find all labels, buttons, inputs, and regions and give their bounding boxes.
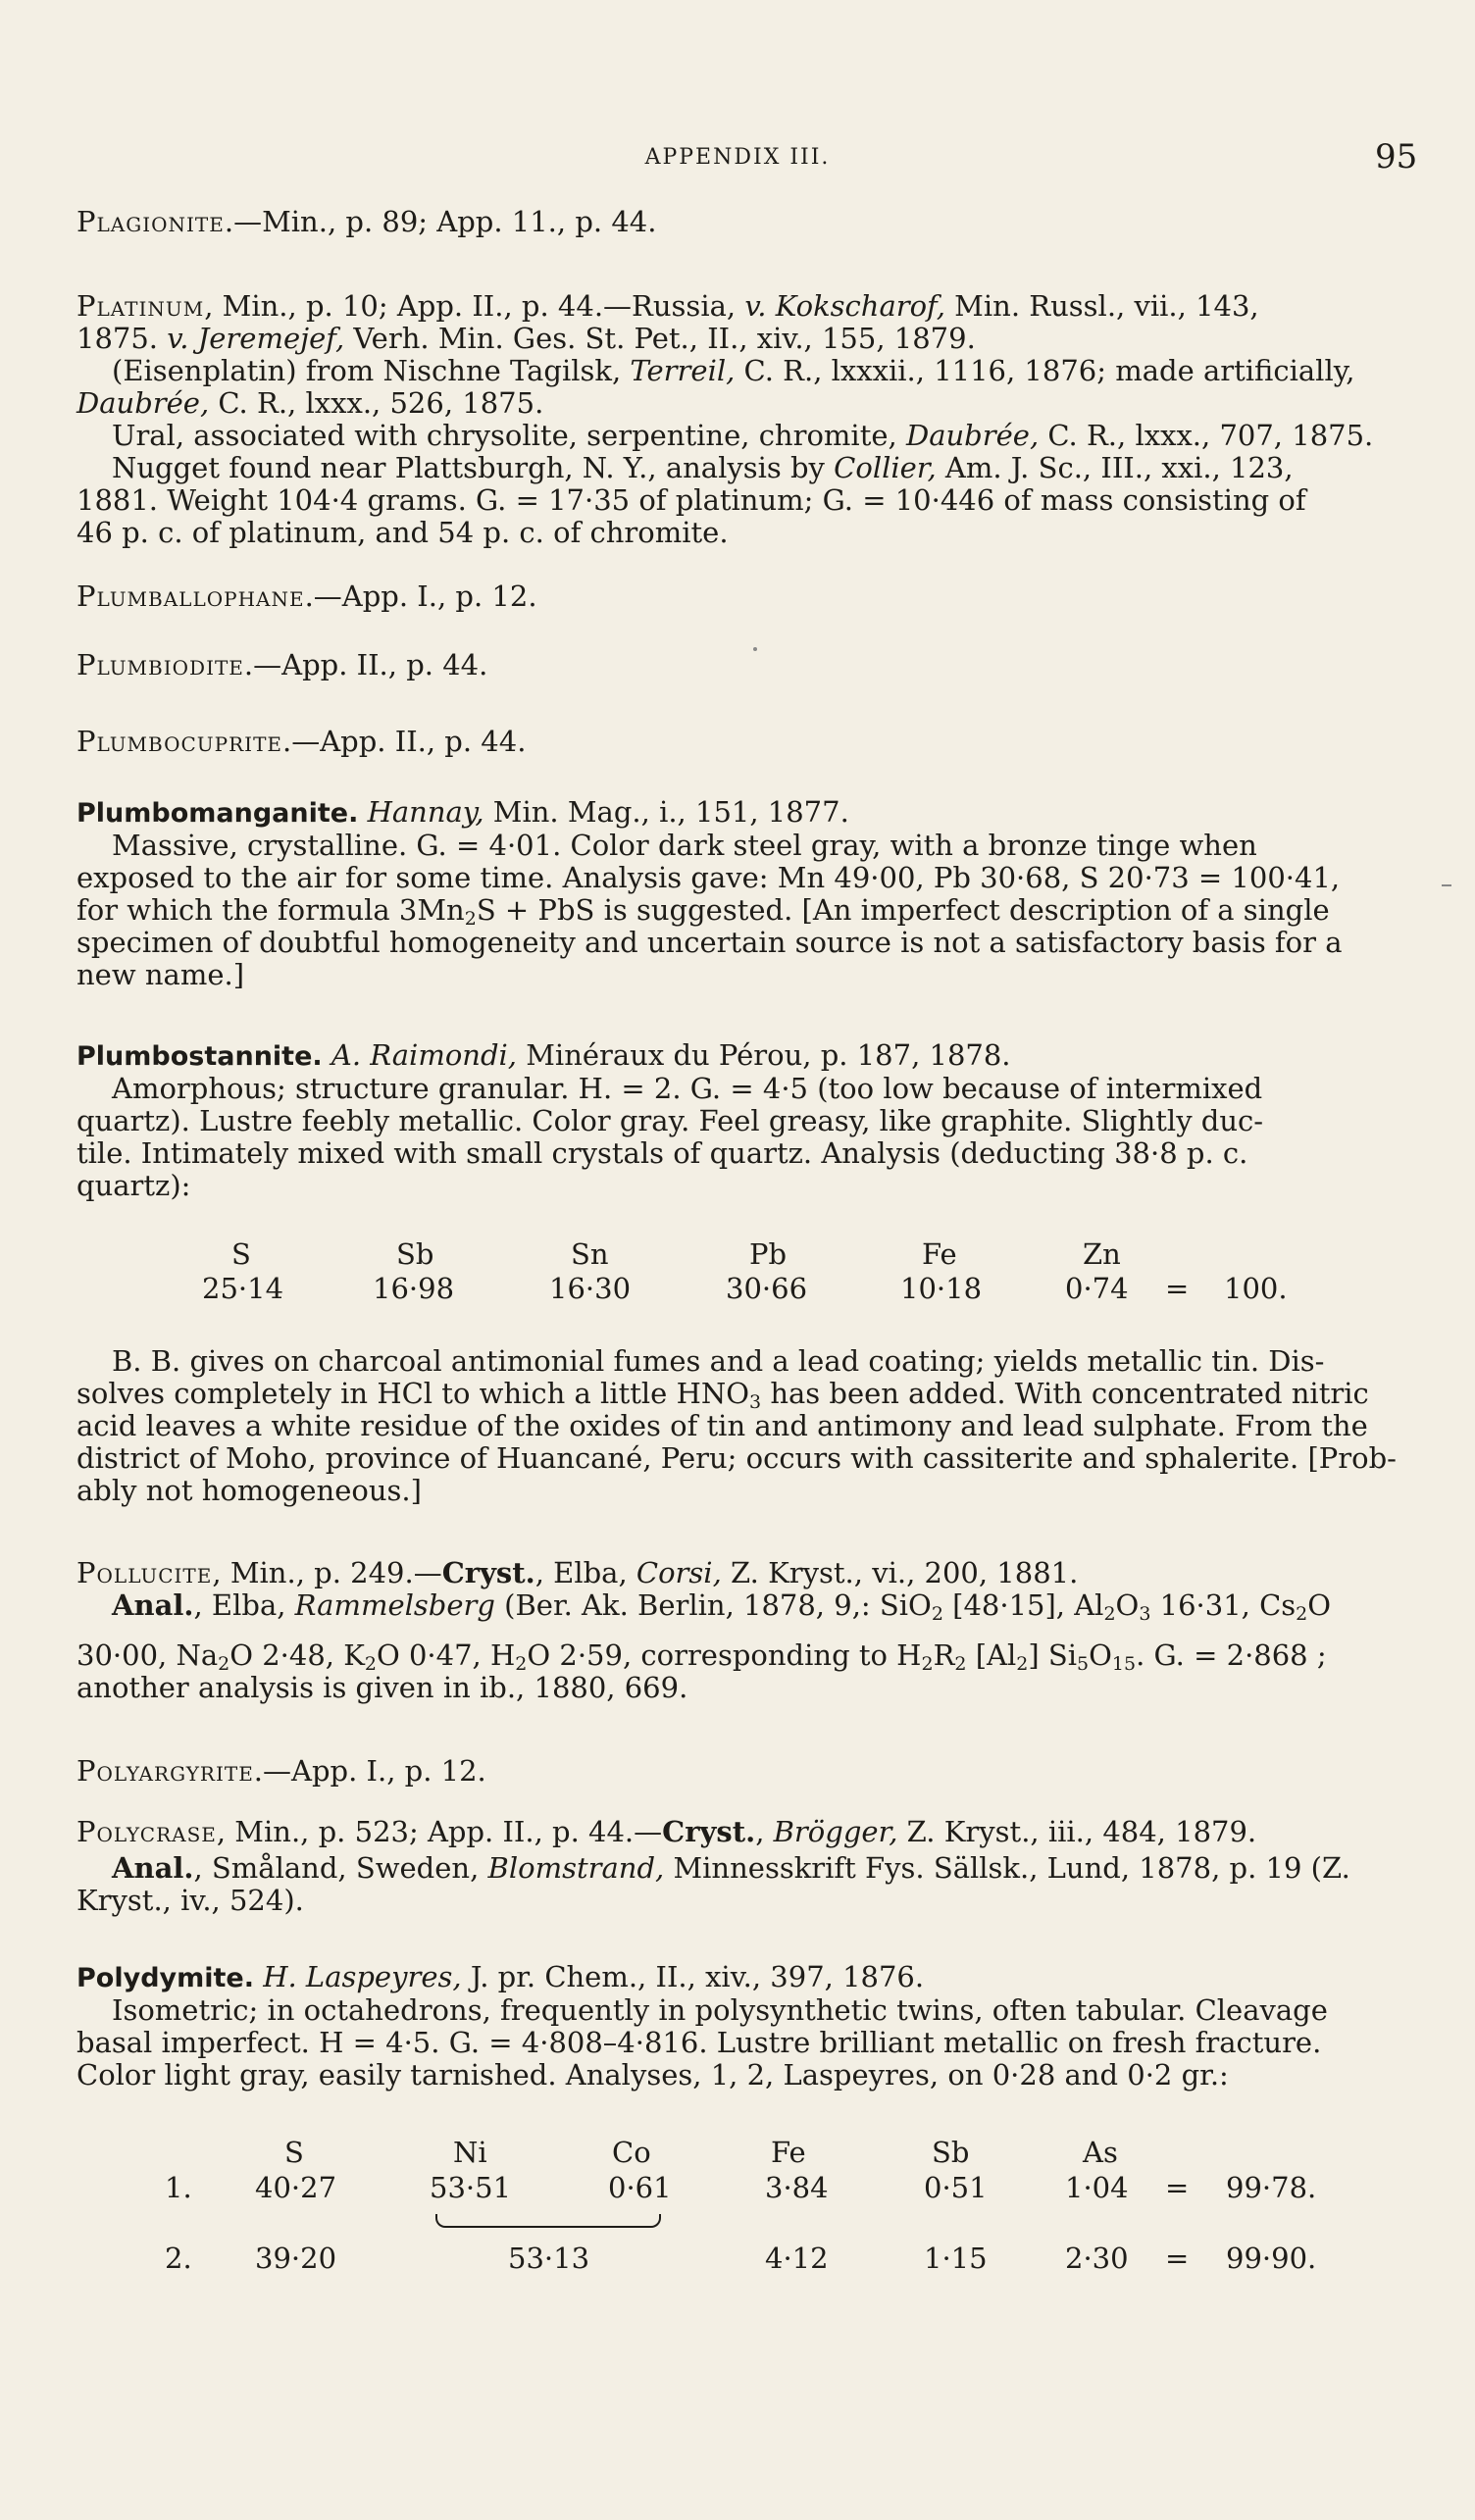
- table-cell: 0·61: [608, 2171, 672, 2204]
- table-header: Pb: [749, 1237, 788, 1271]
- entry-name: Plumbostannite.: [76, 1041, 323, 1072]
- table-header: Fe: [771, 2136, 806, 2169]
- table-cell: 3·84: [765, 2171, 829, 2204]
- entry-polyargyrite: Polyargyrite.—App. I., p. 12.: [76, 1754, 486, 1788]
- page-number: 95: [1375, 137, 1418, 176]
- entry-polycrase: Polycrase, Min., p. 523; App. II., p. 44.—Cryst., Brögger, Z. Kryst., iii., 484, 1879. Anal., Småland, Sweden, Blomstrand, Minnesskrift Fys. Sällsk., Lund, 1878, p. 19 (Z. Kryst., iv., 524).: [76, 1815, 1350, 1917]
- table-cell: 16·98: [373, 1272, 455, 1305]
- table-header: Zn: [1083, 1237, 1121, 1271]
- entry-name: Pollucite: [76, 1556, 213, 1589]
- entry-name: Plumballophane: [76, 580, 305, 613]
- table-header: Ni: [453, 2136, 487, 2169]
- entry-plagionite: Plagionite.—Min., p. 89; App. 11., p. 44.: [76, 205, 657, 238]
- table-cell: 1·04: [1065, 2171, 1129, 2204]
- entry-name: Polydymite.: [76, 1963, 254, 1993]
- entry-name: Plagionite: [76, 205, 225, 238]
- entry-name: Plumbomanganite.: [76, 798, 359, 829]
- row-label: 1.: [165, 2171, 192, 2204]
- entry-plumbomanganite: Plumbomanganite. Hannay, Min. Mag., i., 151, 1877. Massive, crystalline. G. = 4·01. Color dark steel gray, with a bronze tinge when exposed to the air for some time. Analysis gave: Mn 49·00, Pb 30·68, S 20·73 = 100·41, for which the formula $3Mn_2S$ + PbS is suggested. [An imperfect description of a single specimen of doubtful homogeneity and uncertain source is not a satisfactory basis for a new name.]: [76, 795, 1343, 991]
- entry-name: Plumbiodite: [76, 648, 244, 681]
- table-header: S: [284, 2136, 304, 2169]
- table-cell: 2·30: [1065, 2242, 1129, 2275]
- table-cell: 30·66: [726, 1272, 808, 1305]
- print-mark: [1442, 884, 1451, 886]
- entry-name: Plumbocuprite: [76, 725, 283, 758]
- table-total: 99·78.: [1226, 2171, 1317, 2204]
- entry-polydymite: Polydymite. H. Laspeyres, J. pr. Chem., II., xiv., 397, 1876. Isometric; in octahedrons, frequently in polysynthetic twins, often tabular. Cleavage basal imperfect. H = 4·5. G. = 4·808–4·816. Lustre brilliant metallic on fresh fracture. Color light gray, easily tarnished. Analyses, 1, 2, Laspeyres, on 0·28 and 0·2 gr.:: [76, 1960, 1328, 2092]
- table-cell: 39·20: [255, 2242, 337, 2275]
- entry-pollucite: Pollucite, Min., p. 249.—Cryst., Elba, Corsi, Z. Kryst., vi., 200, 1881. Anal., Elba, Rammelsberg (Ber. Ak. Berlin, 1878, 9,: SiO$_2$ [48·15], $Al_2O_3$ 16·31, $Cs_2O$ 30·00, $Na_2O$ 2·48, $K_2O$ 0·47, $H_2O$ 2·59, corresponding to $H_2R_2$ $[Al_2]$ $Si_5O_{15}$. G. = 2·868 ; another analysis is given in ib., 1880, 669.: [76, 1556, 1332, 1704]
- analysis-table-plumbostannite: [0, 1237, 1475, 1316]
- table-header: S: [231, 1237, 251, 1271]
- table-equals: =: [1165, 2171, 1190, 2204]
- entry-name: Polycrase: [76, 1815, 217, 1848]
- table-header: As: [1083, 2136, 1118, 2169]
- table-header: Fe: [922, 1237, 957, 1271]
- entry-plumbocuprite: Plumbocuprite.—App. II., p. 44.: [76, 725, 527, 758]
- entry-name: Platinum: [76, 289, 205, 323]
- analysis-table-polydymite: [0, 2136, 1475, 2293]
- table-cell: 25·14: [202, 1272, 284, 1305]
- row-label: 2.: [165, 2242, 192, 2275]
- table-cell: 10·18: [900, 1272, 983, 1305]
- table-cell: 0·51: [924, 2171, 988, 2204]
- entry-plumbiodite: Plumbiodite.—App. II., p. 44.: [76, 648, 488, 681]
- table-cell: 16·30: [549, 1272, 632, 1305]
- table-header: Sb: [932, 2136, 970, 2169]
- print-speck: [753, 647, 757, 651]
- table-total: 100.: [1224, 1272, 1288, 1305]
- table-cell: 53·51: [430, 2171, 512, 2204]
- table-cell: 4·12: [765, 2242, 829, 2275]
- entry-platinum: Platinum, Min., p. 10; App. II., p. 44.—Russia, v. Kokscharof, Min. Russl., vii., 143, 1875. v. Jeremejef, Verh. Min. Ges. St. Pet., II., xiv., 155, 1879. (Eisenplatin) from Nischne Tagilsk, Terreil, C. R., lxxxii., 1116, 1876; made artificially, Daubrée, C. R., lxxx., 526, 1875. Ural, associated with chrysolite, serpentine, chromite, Daubrée, C. R., lxxx., 707, 1875. Nugget found near Plattsburgh, N. Y., analysis by Collier, Am. J. Sc., III., xxi., 123, 1881. Weight 104·4 grams. G. = 17·35 of platinum; G. = 10·446 of mass consisting of 46 p. c. of platinum, and 54 p. c. of chromite.: [76, 289, 1374, 549]
- table-cell: 1·15: [924, 2242, 988, 2275]
- table-equals: =: [1165, 1272, 1190, 1305]
- entry-plumballophane: Plumballophane.—App. I., p. 12.: [76, 580, 537, 613]
- table-header: Sn: [571, 1237, 609, 1271]
- table-equals: =: [1165, 2242, 1190, 2275]
- table-header: Sb: [396, 1237, 434, 1271]
- plumbostannite-notes: B. B. gives on charcoal antimonial fumes and a lead coating; yields metallic tin. Dis- solves completely in HCl to which a little $HNO_3$ has been added. With concentrated nitric acid leaves a white residue of the oxides of tin and antimony and lead sulphate. From the district of Moho, province of Huancané, Peru; occurs with cassiterite and sphalerite. [Prob- ably not homogeneous.]: [76, 1344, 1397, 1507]
- table-cell: 53·13: [508, 2242, 590, 2275]
- running-header: APPENDIX III.: [644, 145, 831, 170]
- table-total: 99·90.: [1226, 2242, 1317, 2275]
- brace-ni-co: [435, 2214, 661, 2228]
- table-cell: 40·27: [255, 2171, 337, 2204]
- entry-name: Polyargyrite: [76, 1754, 254, 1788]
- table-cell: 0·74: [1065, 1272, 1129, 1305]
- table-header: Co: [612, 2136, 651, 2169]
- entry-plumbostannite: Plumbostannite. A. Raimondi, Minéraux du Pérou, p. 187, 1878. Amorphous; structure granular. H. = 2. G. = 4·5 (too low because of intermixed quartz). Lustre feebly metallic. Color gray. Feel greasy, like graphite. Slightly duc- tile. Intimately mixed with small crystals of quartz. Analysis (deducting 38·8 p. c. quartz):: [76, 1038, 1264, 1202]
